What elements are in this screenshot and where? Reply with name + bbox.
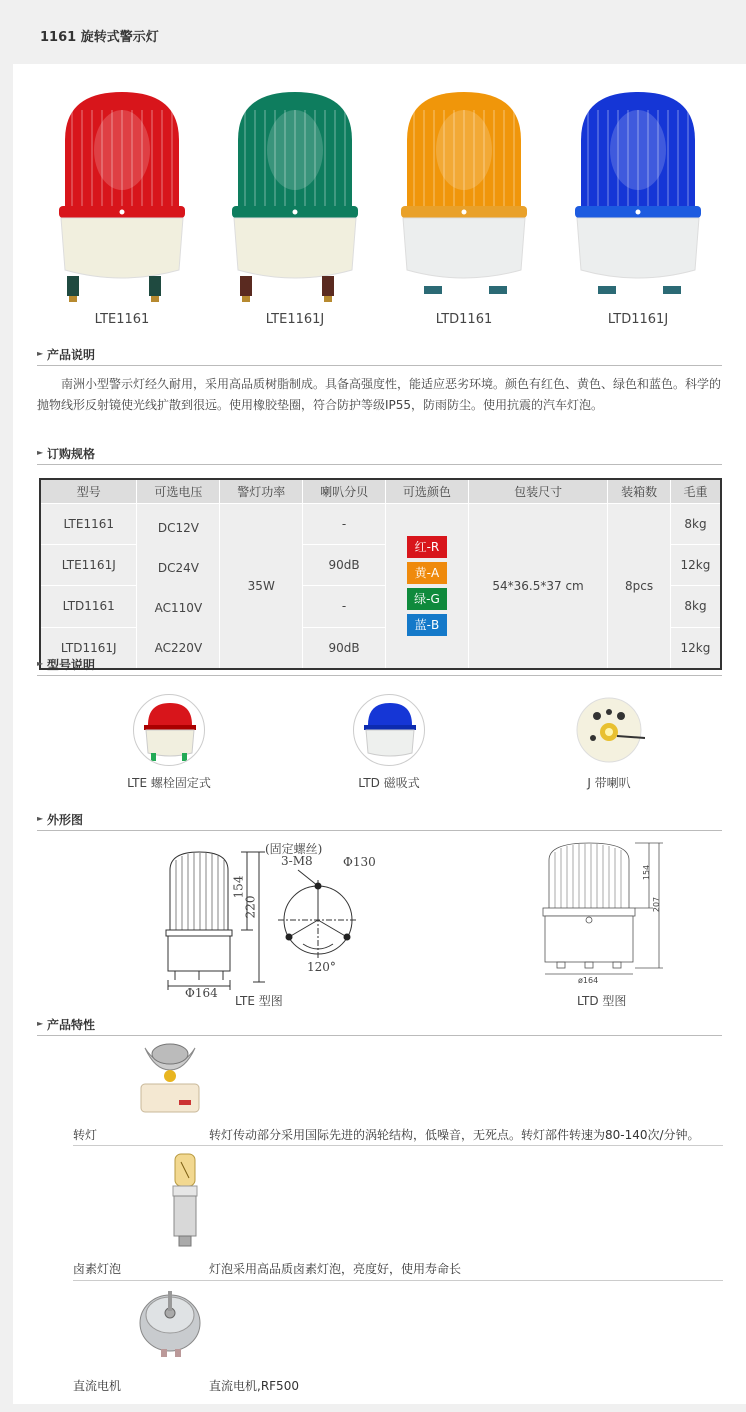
product-model-label: LTD1161J [607,312,669,327]
bolt-mount-image [133,694,205,766]
drawing-note: 220 [243,895,258,919]
halogen-bulb-image [165,1152,205,1252]
model-cell: LTE1161 [40,503,137,544]
col-header: 可选电压 [137,479,220,503]
lamp-illustration [47,90,197,310]
decibel-cell: 90dB [303,544,386,585]
feature-text: 转灯传动部分采用国际先进的涡轮结构，低噪音，无死点。转灯部件转速为80-140次/分钟。 [209,1128,700,1142]
section-title: 订购规格 [47,447,96,461]
power-cell: 35W [220,503,303,669]
weight-cell: 12kg [670,627,721,668]
product-description: 南洲小型警示灯经久耐用，采用高品质树脂制成。具备高强度性，能适应恶劣环境。颜色有红色、黄色、绿色和蓝色。科学的抛物线形反射镜使光线扩散到很远。使用橡胶垫圈，符合防护等级IP55，防雨防尘。使用抗震的汽车灯泡。 [37,377,722,412]
drawing-note: 154 [642,864,652,881]
feature-text: 灯泡采用高品质卤素灯泡，亮度好，使用寿命长 [209,1262,462,1276]
type-card-ltd [339,694,439,791]
decibel-cell: - [303,503,386,544]
technical-drawing [13,840,746,1010]
arrow-icon: ► [37,448,44,457]
product-lamp-1 [47,90,197,310]
color-badge-green: 绿-G [407,588,447,610]
lamp-illustration [563,90,713,310]
arrow-icon: ► [37,814,44,823]
section-order [37,443,722,465]
table-row [40,503,721,544]
rotator-image [135,1040,205,1120]
lamp-illustration [389,90,539,310]
drawing-note: 207 [652,896,662,913]
col-header: 装箱数 [608,479,671,503]
col-header: 警灯功率 [220,479,303,503]
color-badge-blue: 蓝-B [407,614,447,636]
model-cell: LTE1161J [40,544,137,585]
feature-name: 直流电机 [73,1379,122,1393]
type-gallery [13,688,746,798]
type-card-lte [119,694,219,791]
weight-cell: 12kg [670,544,721,585]
decibel-cell: - [303,586,386,627]
col-header: 喇叭分贝 [303,479,386,503]
voltage-value: DC12V [157,520,199,535]
product-model-label: LTE1161J [265,312,325,327]
type-label: J 带喇叭 [587,776,631,790]
lamp-illustration [220,90,370,310]
type-card-j [559,694,659,791]
voltage-value: DC24V [157,560,199,575]
quantity-cell: 8pcs [608,503,671,669]
model-cell: LTD1161J [40,627,137,668]
feature-name: 转灯 [73,1128,98,1142]
table-header-row [40,479,721,503]
product-model-label: LTE1161 [94,312,150,327]
color-badge-red: 红-R [407,536,447,558]
voltage-value: AC220V [154,640,203,655]
product-lamp-4 [563,90,713,310]
section-title: 型号说明 [47,658,96,672]
color-cell [386,503,469,669]
section-features [37,1014,722,1036]
feature-row [73,1036,723,1146]
dc-motor-image [135,1287,205,1367]
drawing-note: 120° [307,960,336,974]
section-title: 外形图 [47,813,84,827]
feature-row [73,1281,723,1399]
feature-name: 卤素灯泡 [73,1262,122,1276]
spec-table [39,478,722,670]
col-header: 包装尺寸 [468,479,607,503]
section-title: 产品特性 [47,1018,96,1032]
drawing-note: ø164 [578,976,599,985]
product-model-label: LTD1161 [435,312,493,327]
magnetic-mount-image [353,694,425,766]
ltd-drawing-label: LTD 型图 [577,994,627,1008]
voltage-cell [137,503,220,669]
arrow-icon: ► [37,1019,44,1028]
col-header: 型号 [40,479,137,503]
drawing-note: Φ130 [343,855,376,869]
dimension-drawings [13,840,746,1010]
page-title: 1161 旋转式警示灯 [40,30,159,45]
feature-row [73,1146,723,1281]
weight-cell: 8kg [670,503,721,544]
model-cell: LTD1161 [40,586,137,627]
content-panel [13,64,746,1404]
arrow-icon: ► [37,349,44,358]
drawing-note: (固定螺丝) [265,842,323,856]
drawing-note: Φ164 [185,986,218,1000]
section-shape [37,809,722,831]
decibel-cell: 90dB [303,627,386,668]
lte-drawing-label: LTE 型图 [235,994,283,1008]
section-types [37,654,722,676]
type-label: LTE 螺栓固定式 [127,776,211,790]
drawing-note: 154 [231,875,246,899]
horn-image [573,694,645,766]
col-header: 可选颜色 [386,479,469,503]
section-description [37,344,722,366]
arrow-icon: ► [37,659,44,668]
feature-text: 直流电机,RF500 [209,1379,299,1393]
product-lamp-2 [220,90,370,310]
color-badge-amber: 黄-A [407,562,447,584]
voltage-value: AC110V [154,600,203,615]
package-cell: 54*36.5*37 cm [468,503,607,669]
product-lamp-3 [389,90,539,310]
header [0,0,746,64]
drawing-note: 3-M8 [281,854,313,868]
type-label: LTD 磁吸式 [358,776,420,790]
section-title: 产品说明 [47,348,96,362]
weight-cell: 8kg [670,586,721,627]
product-gallery [13,64,746,336]
col-header: 毛重 [670,479,721,503]
